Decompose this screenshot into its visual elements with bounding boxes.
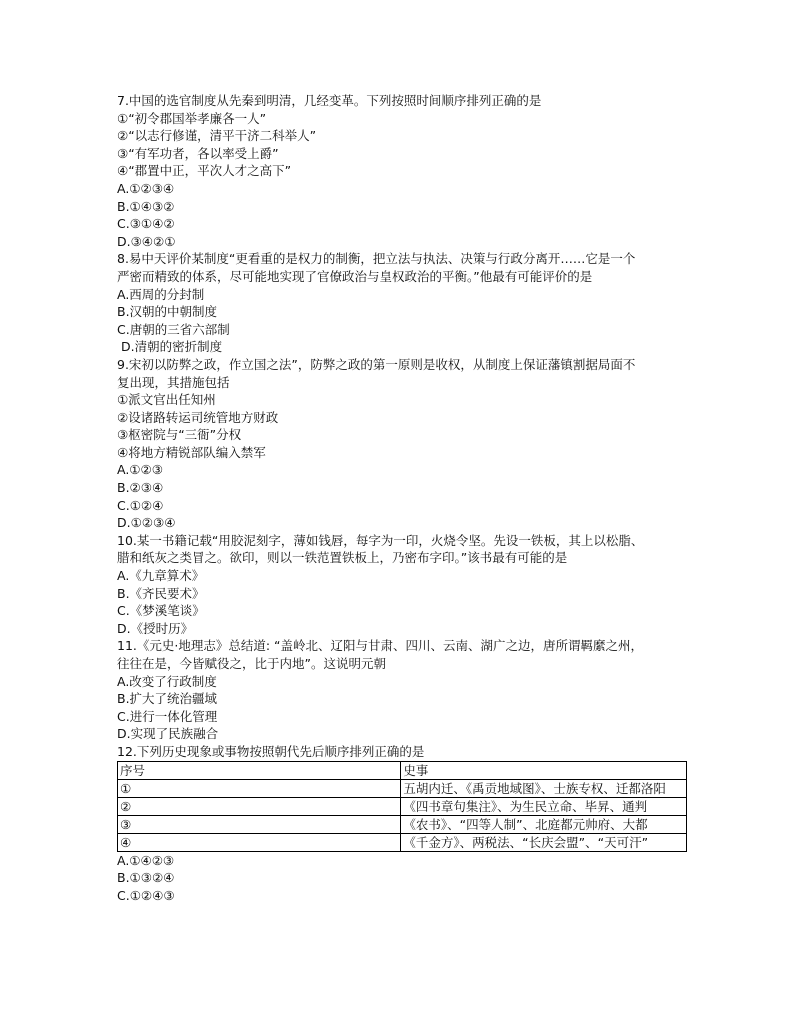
table-row <box>118 779 687 797</box>
q12-option-b: B.①③②④ <box>117 870 175 886</box>
table-cell-event: 《农书》、“四等人制”、北庭都元帅府、大都 <box>401 815 687 833</box>
q7-item: ③“有军功者，各以率受上爵” <box>117 145 279 161</box>
q10-option-a: A.《九章算术》 <box>117 568 205 584</box>
q9-stem-line2: 复出现，其措施包括 <box>117 374 230 390</box>
q8-option-c: C.唐朝的三省六部制 <box>117 321 230 337</box>
q8-stem-line1: 8.易中天评价某制度“更看重的是权力的制衡，把立法与执法、决策与行政分离开……它是一个 <box>117 251 636 267</box>
table-row <box>118 833 687 851</box>
q8-option-d: D.清朝的密折制度 <box>121 339 223 355</box>
q9-item: ②设诸路转运司统管地方财政 <box>117 409 279 425</box>
q10-option-d: D.《授时历》 <box>117 620 194 636</box>
q11-option-b: B.扩大了统治疆域 <box>117 691 218 707</box>
table-header-row <box>118 761 687 779</box>
q7-item: ④“郡置中正，平次人才之高下” <box>117 163 292 179</box>
exam-page <box>117 92 687 904</box>
q7-item: ②“以志行修谨，清平干济二科举人” <box>117 128 317 144</box>
q9-option-c: C.①②④ <box>117 497 164 513</box>
table-row <box>118 815 687 833</box>
q7-option-c: C.③①④② <box>117 216 175 232</box>
q11-option-d: D.实现了民族融合 <box>117 726 219 742</box>
q11-option-a: A.改变了行政制度 <box>117 673 217 689</box>
q11-stem-line1: 11.《元史·地理志》总结道: “盖岭北、辽阳与甘肃、四川、云南、湖广之边，唐所谓羁縻之州， <box>117 638 644 654</box>
q9-option-d: D.①②③④ <box>117 515 176 531</box>
q10-stem-line1: 10.某一书籍记载“用胶泥刻字，薄如钱唇，每字为一印，火烧令坚。先设一铁板，其上以松脂、 <box>117 532 644 548</box>
q9-item: ③枢密院与“三衙”分权 <box>117 427 242 443</box>
table-cell-number: ④ <box>118 833 401 851</box>
q12-table <box>117 761 687 852</box>
q10-stem-line2: 腊和纸灰之类冒之。欲印，则以一铁范置铁板上，乃密布字印。”该书最有可能的是 <box>117 550 568 566</box>
q8-stem-line2: 严密而精致的体系，尽可能地实现了官僚政治与皇权政治的平衡。”他最有可能评价的是 <box>117 268 593 284</box>
q7-option-b: B.①④③② <box>117 198 175 214</box>
q10-option-c: C.《梦溪笔谈》 <box>117 603 205 619</box>
table-cell-number: ③ <box>118 815 401 833</box>
q7-stem: 7.中国的选官制度从先秦到明清，几经变革。下列按照时间顺序排列正确的是 <box>117 93 542 108</box>
q11-option-c: C.进行一体化管理 <box>117 708 218 724</box>
q9-option-a: A.①②③ <box>117 462 163 478</box>
q9-item: ④将地方精锐部队编入禁军 <box>117 444 266 460</box>
table-cell-event: 《千金方》、两税法、“长庆会盟”、“天可汗” <box>401 833 687 851</box>
q9-stem-line1: 9.宋初以防弊之政，作立国之法”，防弊之政的第一原则是收权，从制度上保证藩镇割据局面不 <box>117 356 636 372</box>
table-row <box>118 797 687 815</box>
q12-stem: 12.下列历史现象或事物按照朝代先后顺序排列正确的是 <box>117 743 425 759</box>
q8-option-a: A.西周的分封制 <box>117 286 205 302</box>
q12-option-c: C.①②④③ <box>117 887 175 903</box>
table-cell-event: 五胡内迁、《禹贡地域图》、士族专权、迁都洛阳 <box>401 779 687 797</box>
table-cell-number: ② <box>118 797 401 815</box>
table-cell-number: ① <box>118 779 401 797</box>
q7-item: ①“初令郡国举孝廉各一人” <box>117 110 267 126</box>
q9-item: ①派文官出任知州 <box>117 392 216 408</box>
q10-option-b: B.《齐民要术》 <box>117 585 205 601</box>
q11-stem-line2: 往往在是，今皆赋役之，比于内地”。这说明元朝 <box>117 656 386 671</box>
q9-option-b: B.②③④ <box>117 480 164 496</box>
table-header-event: 史事 <box>401 761 687 779</box>
table-cell-event: 《四书章句集注》、为生民立命、毕昇、通判 <box>401 797 687 815</box>
q12-option-a: A.①④②③ <box>117 852 175 868</box>
table-header-number: 序号 <box>118 761 401 779</box>
q7-option-d: D.③④②① <box>117 233 176 249</box>
q8-option-b: B.汉朝的中朝制度 <box>117 304 218 320</box>
q7-option-a: A.①②③④ <box>117 180 175 196</box>
